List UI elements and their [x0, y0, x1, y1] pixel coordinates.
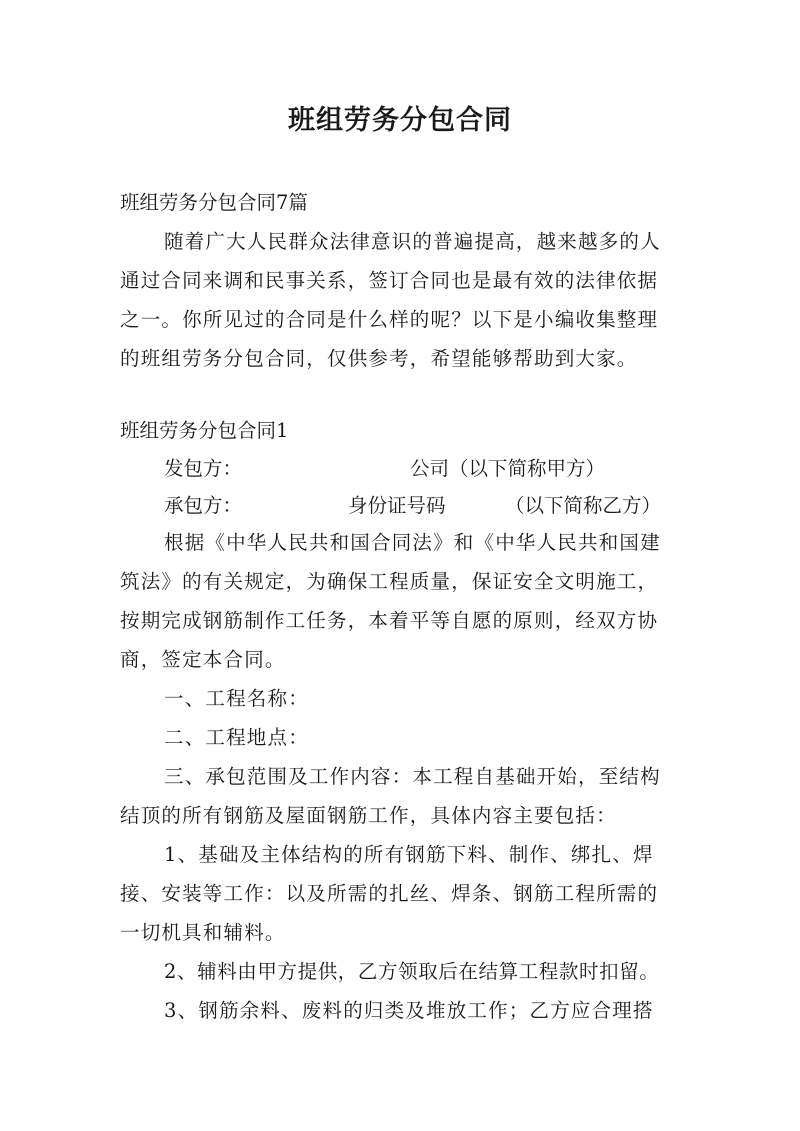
intro-line-4: 的班组劳务分包合同，仅供参考，希望能够帮助到大家。	[120, 347, 638, 370]
basis-line-1: 根据《中华人民共和国合同法》和《中华人民共和国建	[164, 531, 661, 554]
intro-line-3: 之一。你所见过的合同是什么样的呢？以下是小编收集整理	[120, 308, 659, 331]
basis-line-2: 筑法》的有关规定，为确保工程质量，保证安全文明施工，	[120, 570, 659, 593]
party-a-company: 公司（以下简称甲方）	[410, 457, 606, 480]
clause-3-line-2: 结顶的所有钢筋及屋面钢筋工作，具体内容主要包括：	[120, 804, 617, 827]
contract-1-heading: 班组劳务分包合同1	[120, 419, 289, 442]
party-b-id-label: 身份证号码	[348, 494, 446, 517]
party-a-label: 发包方：	[164, 457, 243, 480]
party-b-alias: （以下简称乙方）	[505, 494, 662, 517]
clause-3-line-1: 三、承包范围及工作内容：本工程自基础开始，至结构	[164, 765, 661, 788]
clause-2: 二、工程地点：	[164, 726, 309, 749]
party-b-label: 承包方：	[164, 494, 243, 517]
clause-1: 一、工程名称：	[164, 687, 309, 710]
item-2: 2、辅料由甲方提供，乙方领取后在结算工程款时扣留。	[164, 960, 660, 983]
item-1-line-1: 1、基础及主体结构的所有钢筋下料、制作、绑扎、焊	[164, 843, 654, 866]
intro-line-2: 通过合同来调和民事关系，签订合同也是最有效的法律依据	[120, 269, 659, 292]
item-1-line-2: 接、安装等工作：以及所需的扎丝、焊条、钢筋工程所需的	[120, 882, 659, 905]
item-1-line-3: 一切机具和辅料。	[120, 921, 286, 944]
basis-line-3: 按期完成钢筋制作工任务，本着平等自愿的原则，经双方协	[120, 609, 659, 632]
collection-heading: 班组劳务分包合同7篇	[120, 191, 308, 214]
basis-line-4: 商，签定本合同。	[120, 648, 286, 671]
intro-line-1: 随着广大人民群众法律意识的普遍提高，越来越多的人	[164, 230, 661, 253]
document-title: 班组劳务分包合同	[288, 105, 512, 136]
item-3-line-1: 3、钢筋余料、废料的归类及堆放工作；乙方应合理搭	[164, 999, 654, 1022]
